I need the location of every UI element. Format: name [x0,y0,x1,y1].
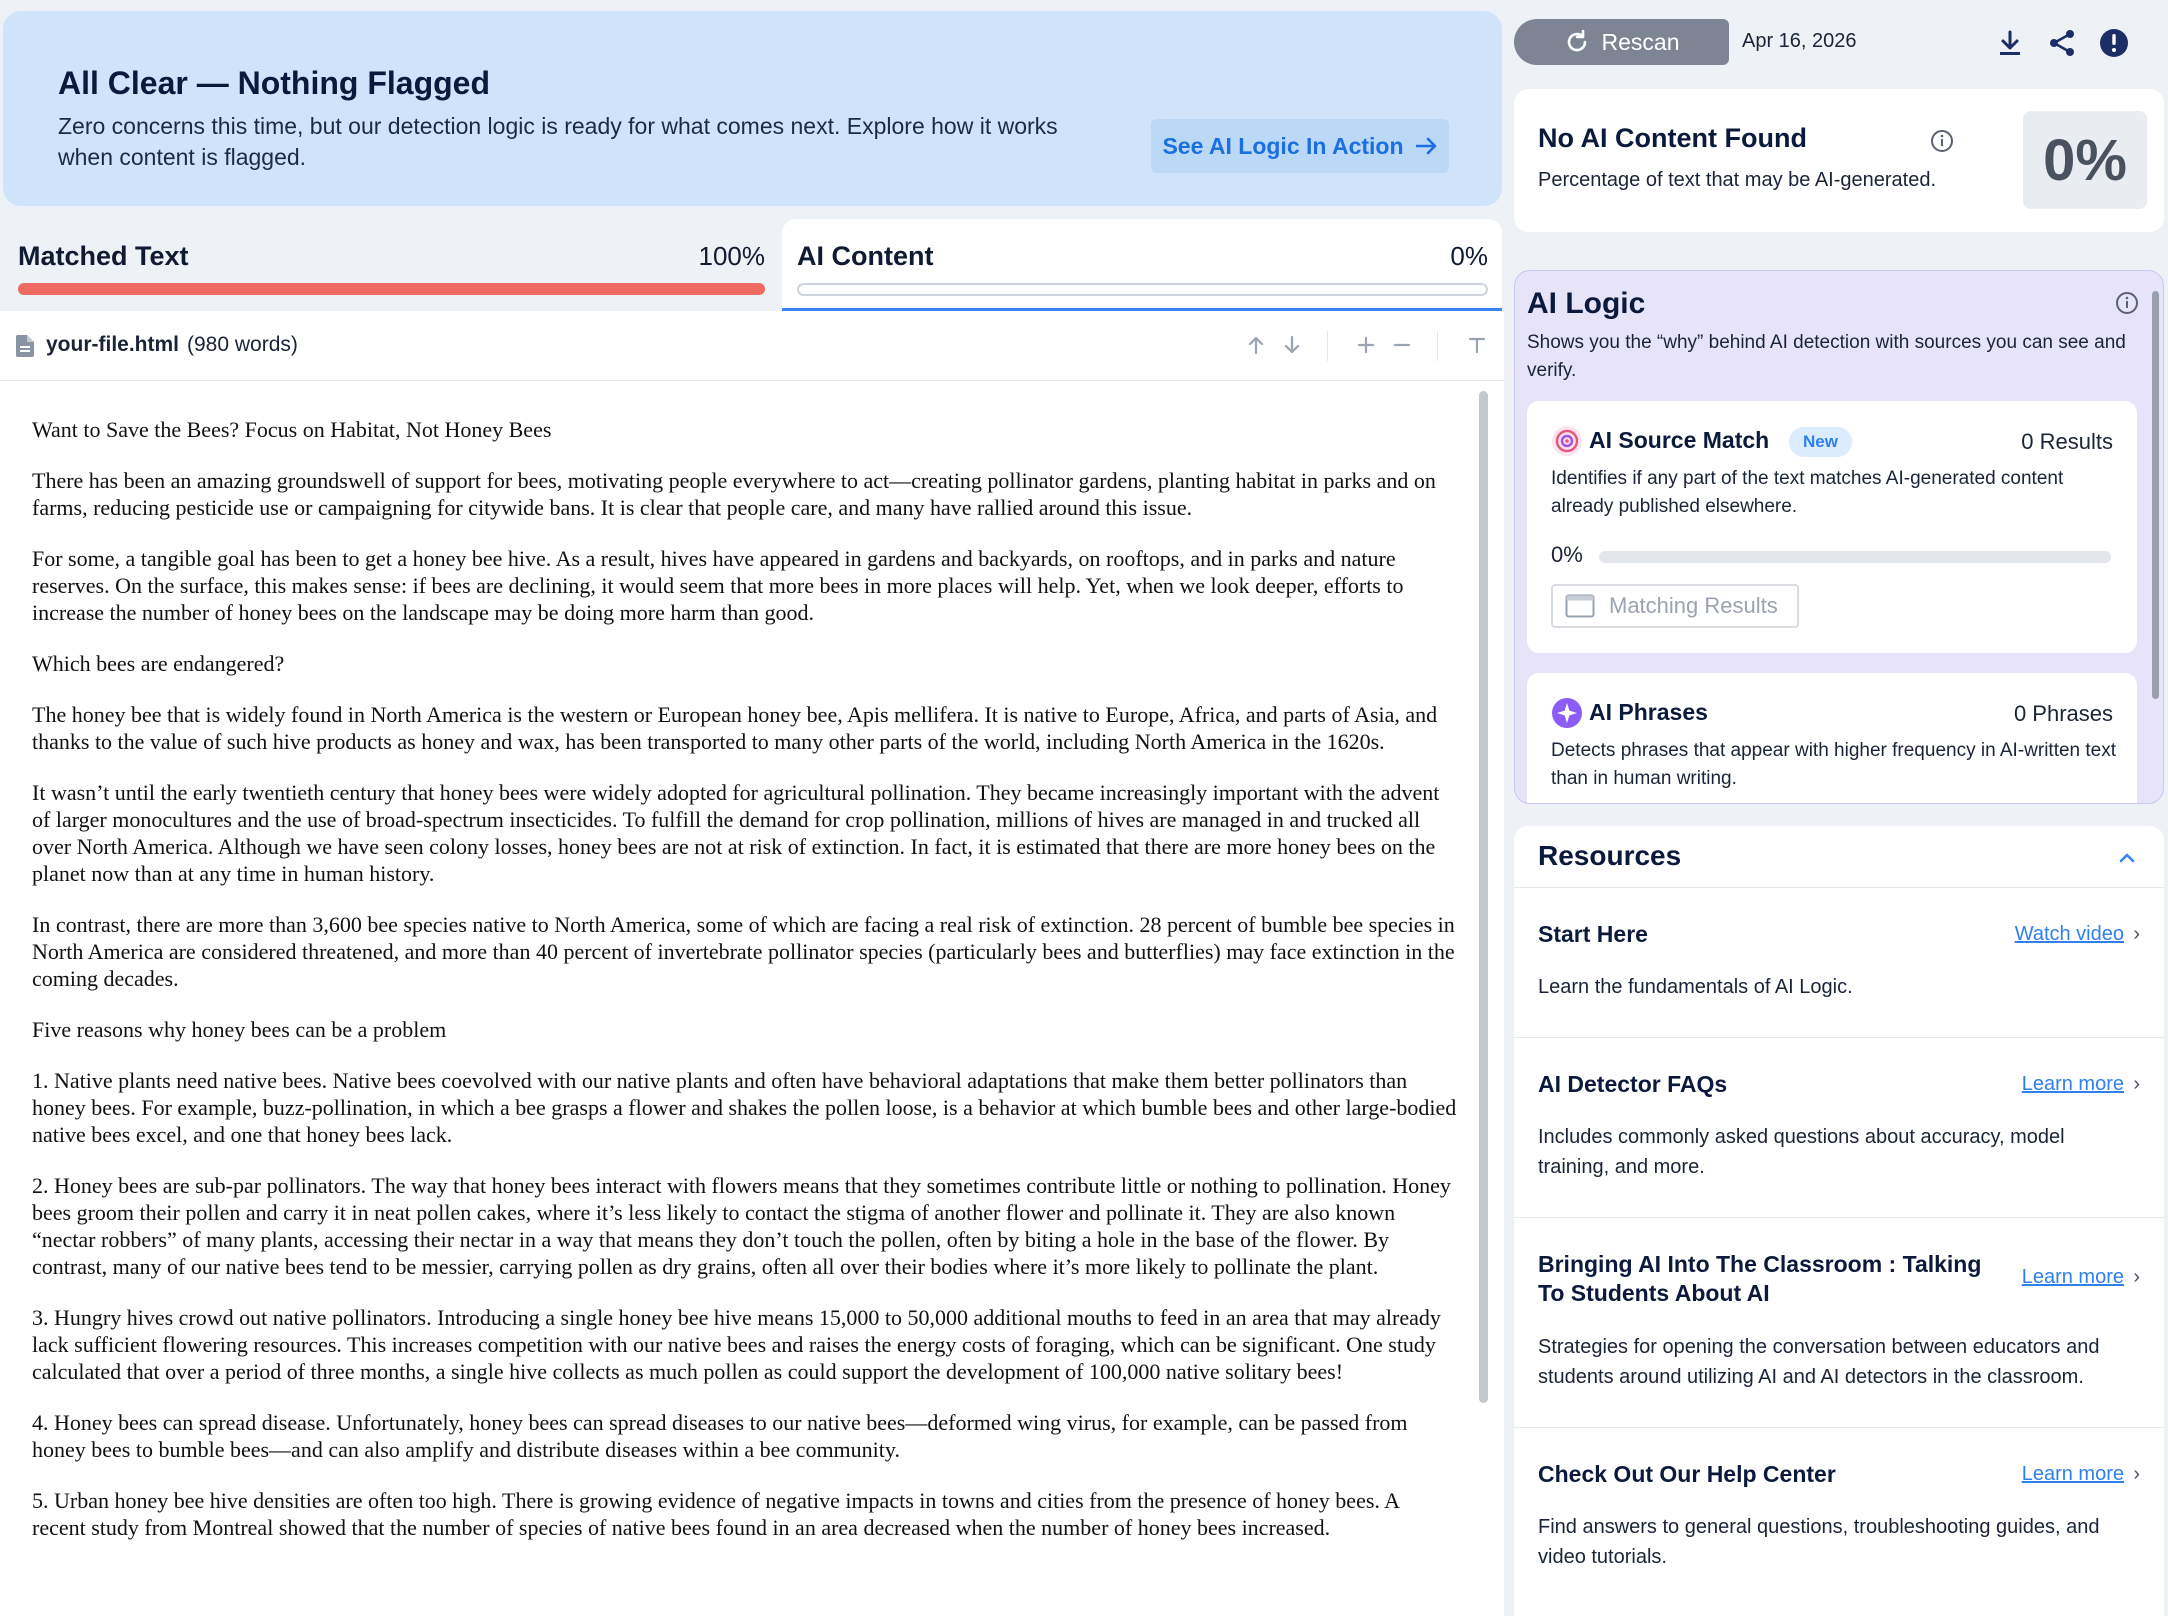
share-button[interactable] [2045,26,2079,60]
new-badge: New [1789,427,1852,457]
chevron-right-icon: › [2133,1266,2140,1288]
source-match-progress-bar [1599,551,2111,563]
file-name: your-file.html [46,333,180,356]
document-paragraph: Five reasons why honey bees can be a problem [32,1017,447,1042]
arrow-up-icon [1248,335,1264,355]
info-icon[interactable] [1930,129,1954,153]
resources-header[interactable] [1514,826,2164,888]
ai-logic-title: AI Logic [1527,287,1646,320]
summary-subtitle: Percentage of text that may be AI-generated. [1538,169,1937,191]
ai-phrases-card [1527,673,2137,804]
phrases-icon [1551,697,1583,729]
ai-progress-bar [797,283,1488,296]
tab-ai-label: AI Content [797,241,934,271]
phrases-description: Detects phrases that appear with higher frequency in AI-written text than in human writing. [1551,740,2117,789]
resource-title: AI Detector FAQs [1538,1071,1728,1097]
tab-matched-percent: 100% [698,241,765,271]
resource-item [1514,1428,2164,1616]
ai-logic-subtitle: Shows you the “why” behind AI detection with sources you can see and verify. [1527,332,2126,381]
ai-summary-card [1514,89,2164,232]
tab-ai-content[interactable] [782,219,1502,311]
chevron-right-icon: › [2133,1463,2140,1485]
document-paragraph: It wasn’t until the early twentieth century that honey bees were widely adopted for agricultural pollination. They became increasingly important with the advent of larger monocultures and the use of broad-spectrum insecticides. To fulfill the demand for crop pollination, millions of hives are managed in and trucked all over North America. Although we have seen colony losses, honey bees are not at risk of extinction. In fact, it is estimated that there are more honey bees on the planet now than at any time in human history. [32,780,1440,886]
source-match-icon [1551,425,1583,457]
minus-icon [1393,336,1411,354]
matched-progress-bar [18,283,765,295]
status-banner [3,11,1502,206]
see-ai-logic-label: See AI Logic In Action [1162,132,1404,159]
scan-date: Apr 16, 2026 [1742,30,1857,52]
resource-link[interactable]: Learn more [2021,1073,2124,1095]
ai-logic-scrollbar[interactable] [2152,291,2159,699]
resource-item [1514,1218,2164,1428]
document-paragraph: Want to Save the Bees? Focus on Habitat, Not Honey Bees [32,417,552,442]
document-paragraph: Which bees are endangered? [32,651,285,676]
source-match-description: Identifies if any part of the text matches AI-generated content already published elsewhere. [1551,468,2064,517]
toolbar-divider [1327,331,1328,361]
resource-description: Find answers to general questions, troubleshooting guides, and video tutorials. [1538,1516,2100,1568]
download-button[interactable] [1993,26,2027,60]
phrases-count: 0 Phrases [2013,701,2113,726]
resource-title: Check Out Our Help Center [1538,1461,1836,1487]
window-icon [1565,594,1595,618]
text-format-button[interactable] [1461,329,1493,361]
download-icon [1998,30,2022,56]
info-icon[interactable] [2115,291,2139,315]
ai-source-match-card [1527,401,2137,653]
word-count: (980 words) [187,333,298,356]
analysis-sidebar [1504,0,2168,1616]
toolbar-divider [1437,331,1438,361]
matched-progress-fill [18,283,765,295]
resource-item [1514,888,2164,1038]
resource-link[interactable]: Watch video [2014,923,2124,945]
source-match-count: 0 Results [2021,429,2113,454]
text-icon [1468,336,1486,354]
document-paragraph: 2. Honey bees are sub-par pollinators. The way that honey bees interact with flowers means that they sometimes contribute little or nothing to pollination. Honey bees groom their pollen and carry it in neat pollen cakes, where it’s less likely to contact the stigma of another flower and pollinate it. They are also known “nectar robbers” of many plants, accessing their nectar in a way that means they don’t touch the pollen, often by biting a hole in the base of the flower. By contrast, many of our native bees tend to be messier, carrying pollen as dry grains, often all over their bodies where it’s more likely to pollinate the plant. [32,1173,1451,1279]
alert-icon [2099,28,2129,58]
ai-percent-score: 0% [2023,111,2147,209]
file-icon [16,335,34,357]
chevron-right-icon: › [2133,923,2140,945]
chevron-up-icon[interactable] [2118,850,2136,864]
zoom-in-button[interactable] [1350,329,1382,361]
tab-matched-label: Matched Text [18,241,189,271]
document-scrollbar[interactable] [1479,391,1488,1403]
document-toolbar [0,311,1504,381]
document-viewer [0,311,1504,1616]
resource-link[interactable]: Learn more [2021,1463,2124,1485]
source-match-percent: 0% [1551,542,1583,567]
see-ai-logic-button[interactable] [1151,119,1449,173]
chevron-right-icon: › [2133,1073,2140,1095]
document-paragraph: 3. Hungry hives crowd out native pollinators. Introducing a single honey bee hive means 15,000 to 50,000 additional mouths to feed in an area that may already lack sufficient flowering resources. This increases competition with our native bees and raises the energy costs of foraging, which can be significant. One study calculated that over a period of three months, a single hive collects as much pollen as could support the development of 100,000 native solitary bees! [32,1305,1441,1384]
document-paragraph: 1. Native plants need native bees. Native bees coevolved with our native plants and often have behavioral adaptations that make them better pollinators than honey bees. For example, buzz-pollination, in which a bee grasps a flower and shakes the pollen loose, is a behavior at which bumble bees and other large-bodied native bees excel, and one that honey bees lack. [32,1068,1457,1147]
zoom-out-button[interactable] [1386,329,1418,361]
arrow-down-icon [1284,335,1300,355]
resources-title: Resources [1538,840,1682,871]
rescan-label: Rescan [1601,28,1680,55]
document-text [32,416,1457,1616]
resource-title: Bringing AI Into The Classroom : Talking To Students About AI [1538,1251,1982,1306]
resource-description: Strategies for opening the conversation between educators and students around utilizing AI and AI detectors in the classroom. [1538,1336,2100,1388]
source-match-title: AI Source Match [1589,427,1770,453]
document-paragraph: 5. Urban honey bee hive densities are often too high. There is growing evidence of negative impacts in towns and cities from the presence of honey bees. A recent study from Montreal showed that the number of species of native bees found in an area decreased when the number of honey bees increased. [32,1488,1399,1540]
resource-description: Learn the fundamentals of AI Logic. [1538,976,1853,998]
share-icon [2047,28,2077,58]
document-paragraph: For some, a tangible goal has been to get a honey bee hive. As a result, hives have appeared in gardens and backyards, on rooftops, and in parks and nature reserves. On the surface, this makes sense: if bees are declining, it would seem that more bees in more places will help. Yet, when we look deeper, efforts to increase the number of honey bees on the landscape may be doing more harm than good. [32,546,1404,625]
plus-icon [1357,336,1375,354]
next-match-button[interactable] [1276,329,1308,361]
phrases-title: AI Phrases [1589,699,1708,725]
banner-title: All Clear — Nothing Flagged [58,65,491,101]
document-paragraph: In contrast, there are more than 3,600 bee species native to North America, some of which are facing a real risk of extinction. 28 percent of bumble bee species in North America are considered threatened, and more than 40 percent of invertebrate pollinator species (particularly bees and butterflies) may face extinction in the coming decades. [32,912,1455,991]
tab-matched-text[interactable] [3,219,779,311]
document-paragraph: There has been an amazing groundswell of support for bees, motivating people everywhere to act—creating pollinator gardens, planting habitat in parks and on farms, reducing pesticide use or campaigning for citywide bans. It is clear that people care, and many have rallied around this issue. [32,468,1436,520]
resource-item [1514,1038,2164,1218]
resources-panel [1514,826,2164,1616]
summary-title: No AI Content Found [1538,123,1807,153]
document-paragraph: The honey bee that is widely found in North America is the western or European honey bee, Apis mellifera. It is native to Europe, Africa, and parts of Asia, and thanks to the value of such hive products as honey and wax, has been transported to many other parts of the world, including North America in the 1620s. [32,702,1438,754]
banner-body: Zero concerns this time, but our detection logic is ready for what comes next. Explore how it works when content is flagged. [58,113,1058,170]
document-paragraph: 4. Honey bees can spread disease. Unfortunately, honey bees can spread diseases to our native bees—deformed wing virus, for example, can be passed from honey bees to bumble bees—and can also amplify and distribute diseases within a bee community. [32,1410,1408,1462]
resource-link[interactable]: Learn more [2021,1266,2124,1288]
alert-button[interactable] [2097,26,2131,60]
arrow-right-icon [1416,137,1438,155]
result-tabs [0,219,1504,311]
tab-ai-percent: 0% [1450,241,1488,271]
refresh-icon [1564,29,1590,55]
previous-match-button[interactable] [1240,329,1272,361]
rescan-button[interactable] [1514,19,1729,65]
resource-description: Includes commonly asked questions about accuracy, model training, and more. [1538,1126,2065,1178]
ai-logic-panel [1514,270,2164,804]
matching-results-label: Matching Results [1609,593,1778,618]
resource-title: Start Here [1538,921,1648,947]
matching-results-button[interactable] [1551,584,1799,628]
